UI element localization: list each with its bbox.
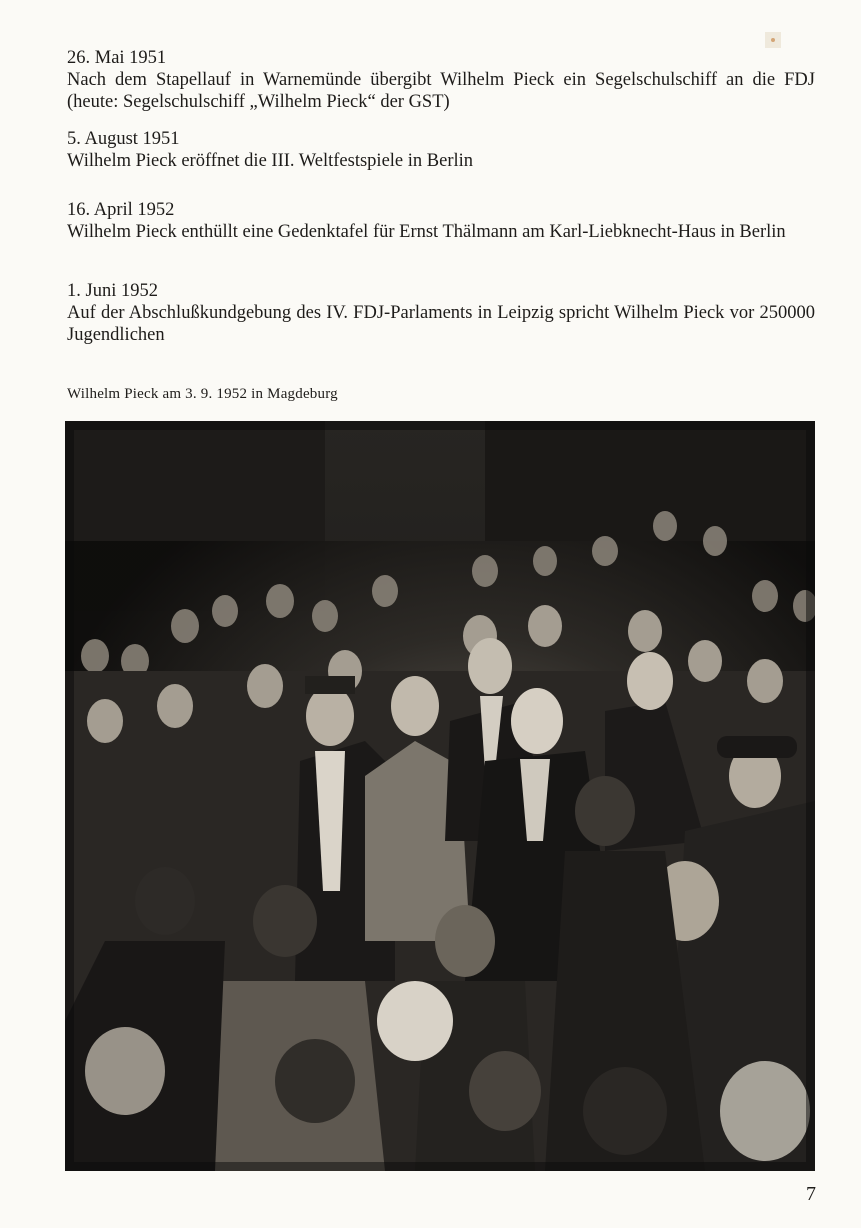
chronology-entry (67, 47, 815, 113)
page-number: 7 (806, 1183, 816, 1205)
chronology-entry (67, 280, 815, 346)
photo-illustration (65, 421, 815, 1171)
scan-mark (765, 32, 781, 48)
entry-date: 1. Juni 1952 (67, 281, 158, 301)
photo-caption: Wilhelm Pieck am 3. 9. 1952 in Magdeburg (67, 386, 338, 402)
entry-text: Nach dem Stapellauf in Warnemünde übergibt Wilhelm Pieck ein Segelschulschiff an die FDJ (heute: Segelschulschiff „Wilhelm Pieck“ der GST) (67, 70, 815, 112)
crowd-photograph (65, 421, 815, 1171)
entry-date: 26. Mai 1951 (67, 48, 167, 68)
entry-text: Auf der Abschlußkundgebung des IV. FDJ-Parlaments in Leipzig spricht Wilhelm Pieck vor 250000 Jugendlichen (67, 303, 815, 345)
chronology-entry (67, 128, 815, 172)
entry-text: Wilhelm Pieck enthüllt eine Gedenktafel für Ernst Thälmann am Karl-Liebknecht-Haus in Berlin (67, 222, 786, 242)
entry-text: Wilhelm Pieck eröffnet die III. Weltfestspiele in Berlin (67, 151, 474, 171)
entry-date: 16. April 1952 (67, 200, 175, 220)
entry-date: 5. August 1951 (67, 129, 180, 149)
chronology-entry (67, 199, 815, 243)
